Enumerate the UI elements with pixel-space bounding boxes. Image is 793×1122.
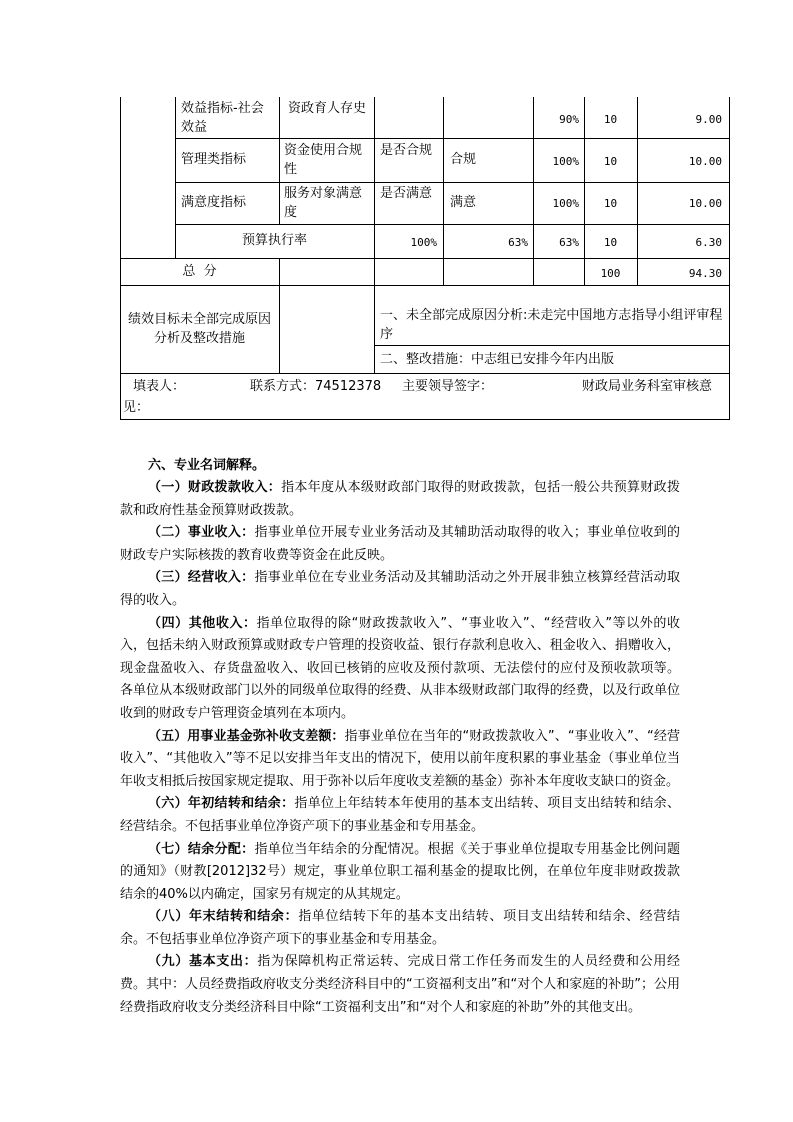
score-cell: 6.30 [695,236,722,249]
total-score: 94.30 [688,267,722,280]
definition: 指为保障机构正常运转、完成日常工作任务而发生的人员经费和公用经费。其中：人员经费指政府收支分类经济科目中的“工资福利支出”和“对个人和家庭的补助”；公用经费指政府收支分类经济科目中除“工资福利支出”和“对个人和家庭的补助”外的其他支出。 [120,954,680,1015]
glossary-item [120,951,680,1019]
definition: 指事业单位开展专业业务活动及其辅助活动取得的收入；事业单位收到的财政专户实际核拨的教育收费等资金在此反映。 [120,525,680,563]
contact-label: 联系方式：74512378 [250,379,382,394]
actual-cell: 100% [552,155,579,168]
analysis-label: 绩效目标未全部完成原因分析及整改措施 [127,312,271,346]
term: （二）事业收入： [148,525,255,541]
item-cell: 服务对象满意度 [284,186,363,220]
col-line [279,97,280,224]
budget-rate-label: 预算执行率 [241,233,307,248]
definition: 指事业单位在当年的“财政拨款收入”、“事业收入”、“经营收入”、“其他收入”等不足以安排当年支出的情况下，使用以前年度积累的事业基金（事业单位当年收支相抵后按国家规定提取、用于弥补以后年度收支差额的基金）弥补本年度收支缺口的资金。 [120,728,680,789]
actual-cell: 100% [552,197,579,210]
definition: 指事业单位在专业业务活动及其辅助活动之外开展非独立核算经营活动取得的收入。 [120,570,680,608]
analysis-reason: 一、未全部完成原因分析:未走完中国地方志指导小组评审程序 [380,308,723,342]
row-line [175,224,730,225]
definition: 指单位取得的除“财政拨款收入”、“事业收入”、“经营收入”等以外的收入，包括未纳入财政预算或财政专户管理的投资收益、银行存款利息收入、租金收入、捐赠收入，现金盘盈收入、存货盘盈收入、收回已核销的应收及预付款项、无法偿付的应付及预收款项等。 各单位从本级财政部门以外的同级单位取得的经费、从非本级财政部门取得的经费，以及行政单位收到的财政专户管理资金填列在本项内。 [120,615,680,721]
score-cell: 10.00 [688,197,722,210]
row-line [175,138,730,139]
item-cell: 资政育人存史 [287,101,366,116]
weight-cell: 10 [603,197,618,210]
target-cell: 满意 [450,195,477,210]
definition: 指本年度从本级财政部门取得的财政拨款，包括一般公共预算财政拨款和政府性基金预算财政拨款。 [120,480,680,518]
glossary-item [120,567,680,612]
weight-cell: 10 [603,113,618,126]
term: （六）年初结转和结余： [148,796,295,812]
row-line [120,419,730,420]
term: （八）年末结转和结余： [148,909,299,925]
glossary-item [120,839,680,907]
weight-cell: 10 [603,236,618,249]
target-cell: 合规 [450,152,477,167]
budget-c2-cell: 63% [508,236,528,249]
performance-table [0,0,793,425]
indicator-cell: 效益指标-社会效益 [181,101,264,135]
col-line [443,97,444,285]
review-label-cont: 见： [123,400,150,415]
glossary-section [120,455,680,1019]
row-line [120,258,730,259]
budget-c1-cell: 100% [410,236,437,249]
col-line [729,97,730,419]
definition: 指单位结转下年的基本支出结转、项目支出结转和结余、经营结余。不包括事业单位净资产项下的事业基金和专用基金。 [120,909,680,947]
measure-cell: 是否满意 [380,186,433,201]
glossary-item [120,793,680,838]
definition: 指单位当年结余的分配情况。根据《关于事业单位提取专用基金比例问题的通知》（财教[2012]32号）规定，事业单位职工福利基金的提取比例，在单位年度非财政拨款结余的40%以内确定，国家另有规定的从其规定。 [120,841,680,902]
glossary-item [120,906,680,951]
col-line [279,258,280,373]
measure-cell: 是否合规 [380,143,433,158]
total-weight: 100 [600,267,621,280]
definition: 指单位上年结转本年使用的基本支出结转、项目支出结转和结余、经营结余。不包括事业单位净资产项下的事业基金和专用基金。 [120,796,680,834]
row-line [375,345,730,346]
actual-cell: 90% [559,113,579,126]
term: （九）基本支出： [148,954,258,970]
glossary-item [120,477,680,522]
score-cell: 9.00 [695,113,722,126]
term: （一）财政拨款收入： [148,480,282,495]
leader-signature-label: 主要领导签字： [402,379,494,394]
col-line [120,97,121,419]
analysis-measure: 二、整改措施：中志组已安排今年内出版 [380,352,615,367]
section-title: 六、专业名词解释。 [148,458,266,473]
indicator-cell: 满意度指标 [181,195,247,210]
budget-c3-cell: 63% [559,236,579,249]
total-label: 总 分 [182,264,217,279]
term: （三）经营收入： [148,570,255,586]
glossary-item [120,613,680,726]
item-cell: 资金使用合规性 [284,143,363,177]
row-line [175,182,730,183]
score-cell: 10.00 [688,155,722,168]
weight-cell: 10 [603,155,618,168]
glossary-item [120,522,680,567]
glossary-item [120,726,680,794]
row-line [120,285,730,286]
review-label: 财政局业务科室审核意 [582,379,713,394]
row-line [120,373,730,374]
indicator-cell: 管理类指标 [181,152,247,167]
filler-label: 填表人： [133,379,186,394]
term: （七）结余分配： [148,841,255,857]
term: （五）用事业基金弥补收支差额： [148,728,345,744]
term: （四）其他收入： [148,615,257,631]
